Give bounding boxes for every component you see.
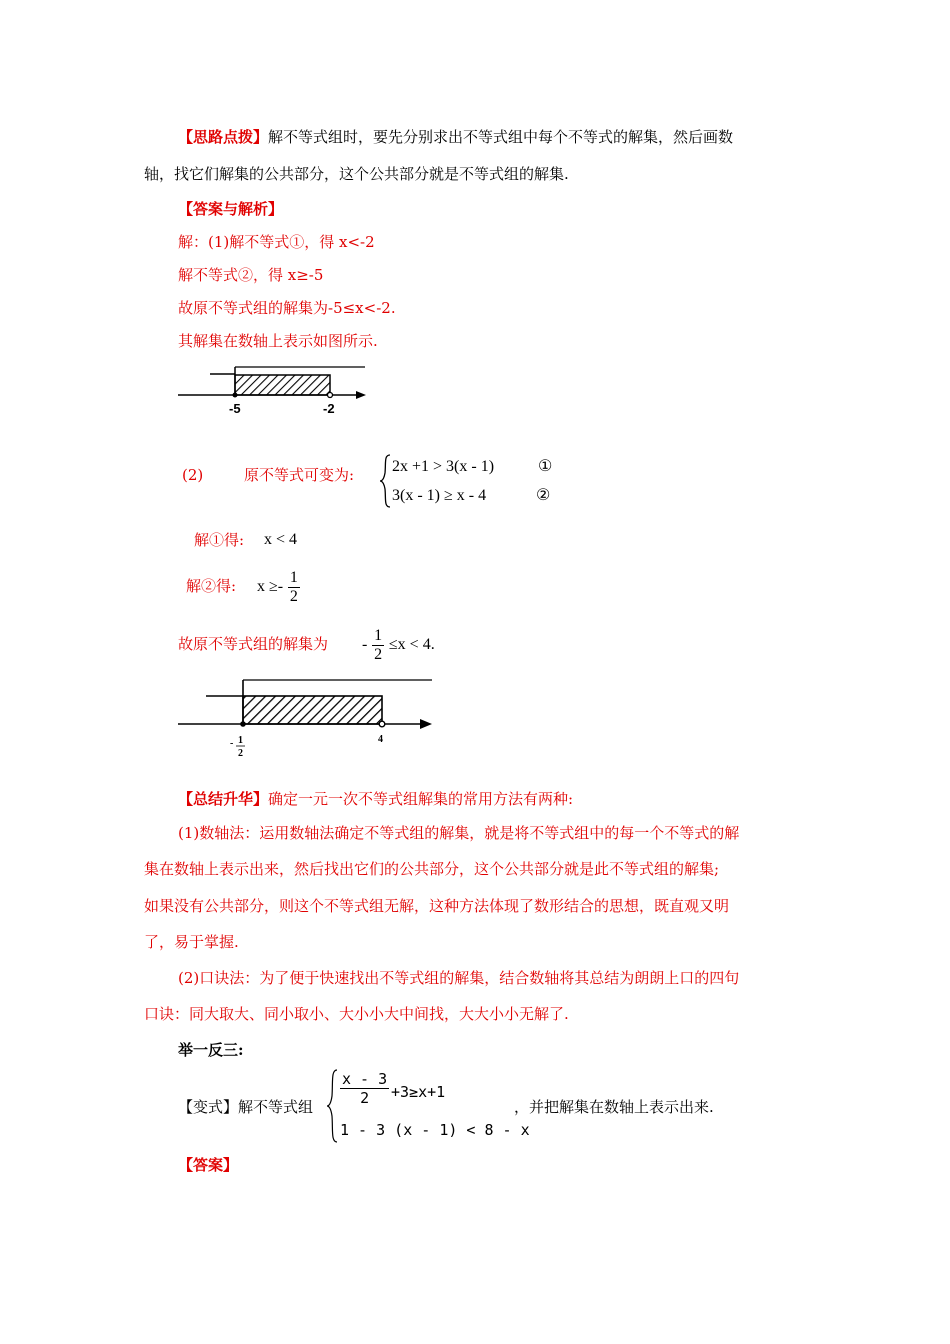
axis-label-left-num: 1: [238, 735, 243, 746]
practice-tag: 【变式】: [178, 1098, 239, 1116]
part2-label: (2): [182, 466, 204, 484]
practice-heading: 举一反三:: [178, 1041, 244, 1059]
closed-point: [240, 721, 246, 727]
part1-line-3: 故原不等式组的解集为-5≤x<-2.: [178, 299, 396, 317]
summary-p1-line-1: (1)数轴法：运用数轴法确定不等式组的解集，就是将不等式组中的每一个不等式的解: [178, 824, 740, 842]
part1-line-1: 解：(1)解不等式①，得 x<-2: [178, 233, 375, 251]
number-line-2: [170, 672, 440, 764]
practice-eq1-rest: +3≥x+1: [391, 1083, 446, 1101]
axis-arrow-icon: [420, 719, 432, 729]
set-value: - $\frac{1}{2}$ ≤x < 4.: [362, 626, 435, 663]
set-fraction: $\frac{1}{2}$: [374, 626, 383, 663]
solution-region: [235, 375, 330, 395]
practice-fraction: [340, 1070, 389, 1107]
part2-eq1: 2x +1 > 3(x - 1): [392, 458, 495, 475]
hint-text-1: 解不等式组时，要先分别求出不等式组中每个不等式的解集，然后画数: [268, 128, 734, 146]
part2-intro: 原不等式可变为:: [244, 466, 355, 484]
part1-line-2: 解不等式②，得 x≥-5: [178, 266, 324, 284]
summary-p1-line-4: 了，易于掌握.: [144, 933, 239, 951]
axis-label-right: -2: [323, 401, 335, 416]
set-label: 故原不等式组的解集为: [178, 635, 329, 653]
sol2-label: 解②得:: [186, 577, 237, 595]
number-line-1: [170, 355, 380, 420]
axis-label-left-sign: -: [230, 738, 234, 749]
axis-label-left-den: 2: [238, 748, 243, 759]
axis-label-right: 4: [378, 734, 383, 745]
summary-p2-line-2: 口诀：同大取大、同小取小、大小小大中间找，大大小小无解了.: [144, 1005, 569, 1023]
summary-p1-line-3: 如果没有公共部分，则这个不等式组无解，这种方法体现了数形结合的思想，既直观又明: [144, 897, 730, 915]
summary-tag: 【总结升华】: [178, 790, 269, 808]
practice-frac-den: 2: [360, 1089, 370, 1107]
part2-eq2-mark: ②: [536, 487, 551, 504]
sol2-prefix: x ≥-: [257, 578, 284, 595]
practice-eq2: 1 - 3 (x - 1) < 8 - x: [340, 1121, 530, 1139]
practice-frac-num: x - 3: [342, 1070, 388, 1088]
axis-arrow-icon: [356, 391, 366, 399]
part2-eq1-mark: ①: [538, 458, 553, 475]
closed-point: [233, 393, 238, 398]
solution-region: [243, 696, 382, 724]
summary-p2-line-1: (2)口诀法：为了便于快速找出不等式组的解集，结合数轴将其总结为朗朗上口的四句: [178, 969, 740, 987]
hint-line-1: [178, 127, 733, 147]
axis-label-left: -5: [229, 401, 241, 416]
practice-line: [178, 1097, 313, 1117]
sol1-label: 解①得:: [194, 531, 245, 549]
hint-text-2: 轴，找它们解集的公共部分，这个公共部分就是不等式组的解集.: [144, 165, 569, 183]
practice-text-after: ，并把解集在数轴上表示出来.: [514, 1098, 714, 1116]
system-brace-1: [379, 453, 393, 509]
sol2-value: [257, 563, 300, 610]
part2-eq2: 3(x - 1) ≥ x - 4: [392, 487, 487, 504]
summary-title: 确定一元一次不等式组解集的常用方法有两种:: [268, 790, 574, 808]
open-point: [379, 721, 385, 727]
summary-line-1: [178, 789, 573, 809]
practice-text-before: 解不等式组: [238, 1098, 314, 1116]
system-brace-2: [326, 1068, 340, 1144]
open-point: [328, 393, 333, 398]
sol2-fraction: $\frac{1}{2}$: [289, 568, 298, 605]
part1-line-4: 其解集在数轴上表示如图所示.: [178, 332, 378, 350]
practice-answer-tag: 【答案】: [178, 1156, 239, 1174]
answer-heading: 【答案与解析】: [178, 200, 284, 218]
sol1-value: x < 4: [264, 531, 298, 548]
summary-p1-line-2: 集在数轴上表示出来，然后找出它们的公共部分，这个公共部分就是此不等式组的解集;: [144, 860, 720, 878]
hint-tag: 【思路点拨】: [178, 128, 269, 146]
